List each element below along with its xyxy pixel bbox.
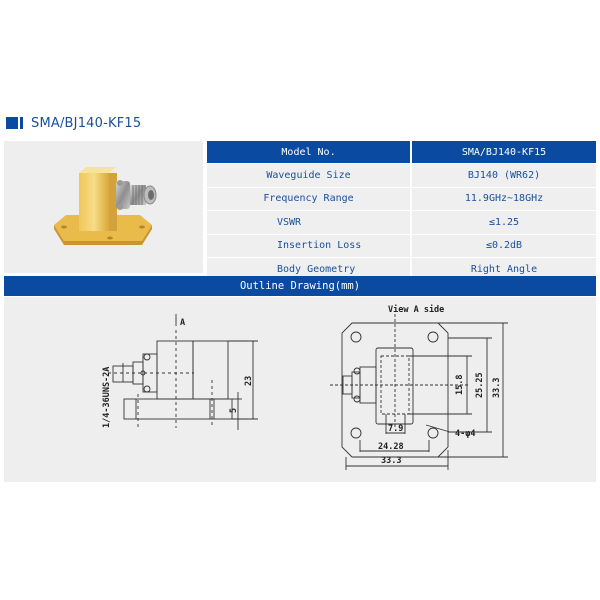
spec-header-row bbox=[207, 141, 596, 163]
dim-hole-spacing-h: 24.28 bbox=[378, 442, 404, 452]
dim-holes: 4-φ4 bbox=[455, 429, 476, 439]
outline-drawing-panel bbox=[4, 297, 596, 482]
spec-label: Body Geometry bbox=[207, 258, 410, 280]
section-title bbox=[6, 114, 141, 132]
spec-header-value: SMA/BJ140-KF15 bbox=[412, 141, 596, 163]
product-title: SMA/BJ140-KF15 bbox=[31, 115, 142, 131]
outline-drawing-header bbox=[4, 276, 596, 296]
outline-drawing bbox=[4, 297, 596, 482]
spec-value: BJ140 (WR62) bbox=[412, 164, 596, 186]
spec-label: VSWR bbox=[207, 211, 410, 233]
dim-outer-width: 33.3 bbox=[381, 456, 402, 466]
spec-label: Frequency Range bbox=[207, 188, 410, 210]
spec-value: Right Angle bbox=[412, 258, 596, 280]
spec-value: ≤0.2dB bbox=[412, 235, 596, 257]
spec-row-vswr bbox=[207, 211, 596, 233]
spec-row-insertion-loss bbox=[207, 235, 596, 257]
dim-outer-height: 33.3 bbox=[492, 377, 502, 398]
spec-value: 11.9GHz~18GHz bbox=[412, 188, 596, 210]
waveguide-adapter-image bbox=[4, 141, 203, 273]
dim-inner-width: 7.9 bbox=[388, 424, 404, 434]
spec-row-frequency-range bbox=[207, 188, 596, 210]
title-marker-icon bbox=[6, 117, 18, 129]
view-arrow-label: A bbox=[180, 318, 186, 328]
product-image-panel bbox=[4, 141, 203, 273]
spec-header-label: Model No. bbox=[207, 141, 410, 163]
spec-row-waveguide-size bbox=[207, 164, 596, 186]
spec-label: Waveguide Size bbox=[207, 164, 410, 186]
spec-value: ≤1.25 bbox=[412, 211, 596, 233]
view-a-title: View A side bbox=[388, 305, 445, 315]
dim-flange-5: 5 bbox=[229, 407, 239, 413]
title-marker-bar-icon bbox=[20, 117, 23, 129]
spec-label: Insertion Loss bbox=[207, 235, 410, 257]
dim-inner-height: 15.8 bbox=[455, 374, 465, 395]
thread-label: 1/4-36UNS-2A bbox=[102, 366, 112, 428]
spec-table bbox=[207, 141, 596, 281]
dim-hole-spacing-v: 25.25 bbox=[475, 372, 485, 398]
outline-drawing-title: Outline Drawing(mm) bbox=[239, 280, 361, 292]
dim-height-23: 23 bbox=[244, 375, 254, 386]
